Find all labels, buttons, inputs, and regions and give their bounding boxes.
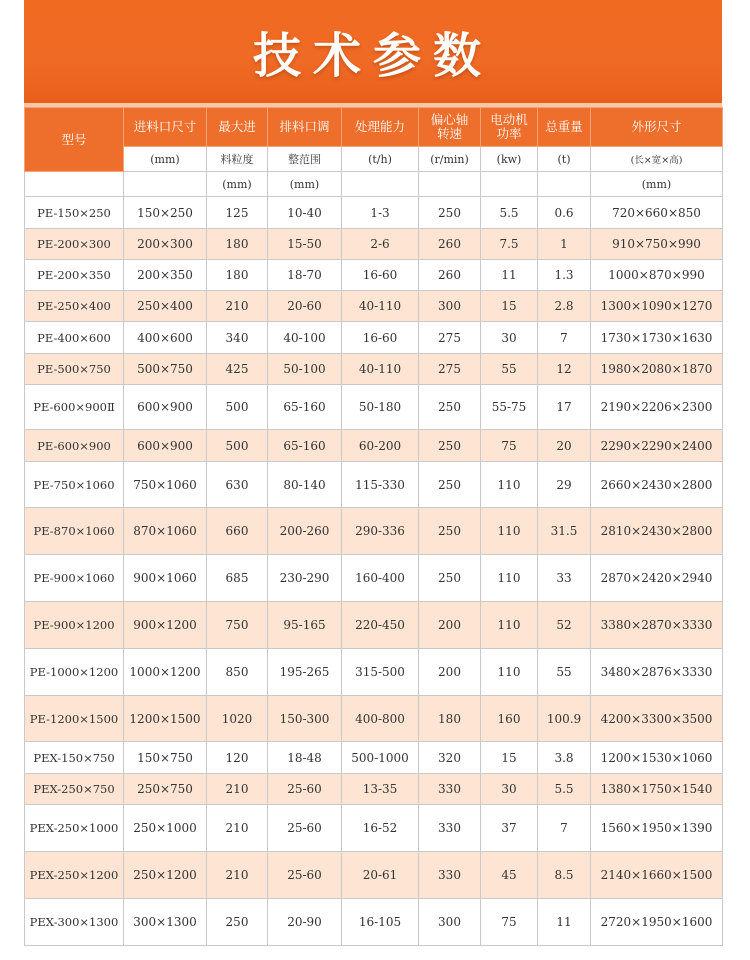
cell-power: 11 (481, 260, 538, 291)
cell-speed: 250 (419, 462, 481, 508)
cell-discharge: 25-60 (268, 774, 342, 805)
cell-model: PE-600×900Ⅱ (25, 385, 124, 430)
cell-speed: 180 (419, 696, 481, 742)
cell-speed: 250 (419, 430, 481, 462)
cell-capacity: 500-1000 (342, 742, 419, 774)
cell-discharge: 65-160 (268, 430, 342, 462)
cell-dims: 2720×1950×1600 (591, 899, 723, 946)
cell-power: 75 (481, 430, 538, 462)
cell-max-feed: 340 (207, 322, 268, 354)
cell-model: PE-870×1060 (25, 508, 124, 555)
cell-dims: 2810×2430×2800 (591, 508, 723, 555)
header-feed-opening: 进料口尺寸 (124, 108, 207, 147)
cell-power: 55-75 (481, 385, 538, 430)
cell-dims: 1000×870×990 (591, 260, 723, 291)
cell-power: 5.5 (481, 197, 538, 229)
cell-discharge: 230-290 (268, 555, 342, 602)
cell-model: PEX-300×1300 (25, 899, 124, 946)
cell-discharge: 20-60 (268, 291, 342, 322)
unit-dimensions: (mm) (591, 172, 723, 197)
cell-max-feed: 125 (207, 197, 268, 229)
header-dimensions: 外形尺寸 (591, 108, 723, 147)
cell-weight: 11 (538, 899, 591, 946)
cell-feed: 900×1200 (124, 602, 207, 649)
cell-speed: 260 (419, 229, 481, 260)
cell-speed: 250 (419, 555, 481, 602)
cell-speed: 320 (419, 742, 481, 774)
spec-table (24, 107, 723, 946)
unit-blank-feed (124, 172, 207, 197)
cell-weight: 8.5 (538, 852, 591, 899)
header-capacity: 处理能力 (342, 108, 419, 147)
cell-capacity: 50-180 (342, 385, 419, 430)
cell-feed: 900×1060 (124, 555, 207, 602)
cell-power: 110 (481, 602, 538, 649)
cell-model: PE-200×300 (25, 229, 124, 260)
cell-dims: 1300×1090×1270 (591, 291, 723, 322)
cell-discharge: 200-260 (268, 508, 342, 555)
cell-weight: 20 (538, 430, 591, 462)
table-row (25, 602, 723, 649)
cell-max-feed: 180 (207, 260, 268, 291)
cell-weight: 31.5 (538, 508, 591, 555)
cell-weight: 17 (538, 385, 591, 430)
cell-dims: 4200×3300×3500 (591, 696, 723, 742)
cell-max-feed: 750 (207, 602, 268, 649)
cell-speed: 300 (419, 291, 481, 322)
cell-model: PE-900×1060 (25, 555, 124, 602)
cell-weight: 0.6 (538, 197, 591, 229)
cell-model: PE-250×400 (25, 291, 124, 322)
cell-model: PEX-250×1000 (25, 805, 124, 852)
header-discharge: 排料口调 (268, 108, 342, 147)
cell-power: 160 (481, 696, 538, 742)
cell-model: PE-600×900 (25, 430, 124, 462)
cell-feed: 870×1060 (124, 508, 207, 555)
cell-max-feed: 210 (207, 805, 268, 852)
cell-discharge: 18-70 (268, 260, 342, 291)
table-row (25, 291, 723, 322)
cell-dims: 2290×2290×2400 (591, 430, 723, 462)
cell-capacity: 400-800 (342, 696, 419, 742)
cell-dims: 3480×2876×3330 (591, 649, 723, 696)
cell-max-feed: 685 (207, 555, 268, 602)
cell-weight: 55 (538, 649, 591, 696)
cell-discharge: 25-60 (268, 852, 342, 899)
cell-capacity: 220-450 (342, 602, 419, 649)
header-motor-line1: 电动机 (490, 112, 528, 127)
cell-speed: 330 (419, 774, 481, 805)
cell-discharge: 25-60 (268, 805, 342, 852)
cell-dims: 2190×2206×2300 (591, 385, 723, 430)
cell-max-feed: 425 (207, 354, 268, 385)
cell-feed: 600×900 (124, 385, 207, 430)
title-banner (24, 0, 722, 103)
unit-blank-model (25, 172, 124, 197)
cell-weight: 52 (538, 602, 591, 649)
cell-model: PEX-250×750 (25, 774, 124, 805)
cell-capacity: 16-60 (342, 260, 419, 291)
cell-speed: 250 (419, 385, 481, 430)
cell-power: 110 (481, 508, 538, 555)
cell-discharge: 80-140 (268, 462, 342, 508)
table-row (25, 852, 723, 899)
cell-dims: 1730×1730×1630 (591, 322, 723, 354)
cell-feed: 500×750 (124, 354, 207, 385)
cell-max-feed: 210 (207, 774, 268, 805)
cell-feed: 1200×1500 (124, 696, 207, 742)
spec-table-container (24, 107, 722, 952)
cell-capacity: 1-3 (342, 197, 419, 229)
cell-capacity: 40-110 (342, 354, 419, 385)
cell-model: PE-150×250 (25, 197, 124, 229)
cell-discharge: 15-50 (268, 229, 342, 260)
cell-feed: 300×1300 (124, 899, 207, 946)
cell-power: 45 (481, 852, 538, 899)
cell-feed: 150×750 (124, 742, 207, 774)
cell-max-feed: 120 (207, 742, 268, 774)
header-eccentric-line1: 偏心轴 (430, 112, 469, 127)
cell-dims: 2660×2430×2800 (591, 462, 723, 508)
cell-feed: 250×400 (124, 291, 207, 322)
cell-power: 7.5 (481, 229, 538, 260)
cell-max-feed: 850 (207, 649, 268, 696)
cell-capacity: 40-110 (342, 291, 419, 322)
unit-weight: (t) (538, 147, 591, 172)
cell-power: 37 (481, 805, 538, 852)
table-row (25, 385, 723, 430)
unit-blank-capacity (342, 172, 419, 197)
header-eccentric-line2: 转速 (436, 126, 462, 141)
cell-dims: 1980×2080×1870 (591, 354, 723, 385)
cell-dims: 1200×1530×1060 (591, 742, 723, 774)
cell-discharge: 20-90 (268, 899, 342, 946)
cell-power: 110 (481, 649, 538, 696)
cell-capacity: 16-105 (342, 899, 419, 946)
table-row (25, 430, 723, 462)
cell-speed: 250 (419, 197, 481, 229)
table-row (25, 508, 723, 555)
cell-power: 110 (481, 462, 538, 508)
cell-feed: 200×350 (124, 260, 207, 291)
unit-blank-speed (419, 172, 481, 197)
table-row (25, 805, 723, 852)
cell-discharge: 150-300 (268, 696, 342, 742)
header-discharge-line2: 整范围 (268, 147, 342, 172)
cell-discharge: 18-48 (268, 742, 342, 774)
cell-dims: 1560×1950×1390 (591, 805, 723, 852)
unit-capacity: (t/h) (342, 147, 419, 172)
cell-weight: 1.3 (538, 260, 591, 291)
cell-weight: 1 (538, 229, 591, 260)
cell-model: PE-1200×1500 (25, 696, 124, 742)
unit-blank-weight (538, 172, 591, 197)
cell-power: 15 (481, 291, 538, 322)
unit-speed: (r/min) (419, 147, 481, 172)
table-row (25, 696, 723, 742)
cell-weight: 3.8 (538, 742, 591, 774)
cell-capacity: 60-200 (342, 430, 419, 462)
table-row (25, 555, 723, 602)
cell-feed: 400×600 (124, 322, 207, 354)
header-motor-power (481, 108, 538, 147)
cell-model: PE-900×1200 (25, 602, 124, 649)
cell-speed: 250 (419, 508, 481, 555)
cell-capacity: 20-61 (342, 852, 419, 899)
page-title: 技术参数 (252, 28, 493, 84)
cell-discharge: 40-100 (268, 322, 342, 354)
cell-max-feed: 180 (207, 229, 268, 260)
cell-max-feed: 250 (207, 899, 268, 946)
unit-discharge: (mm) (268, 172, 342, 197)
cell-power: 110 (481, 555, 538, 602)
cell-speed: 300 (419, 899, 481, 946)
cell-dims: 3380×2870×3330 (591, 602, 723, 649)
cell-power: 30 (481, 322, 538, 354)
table-row (25, 260, 723, 291)
cell-power: 15 (481, 742, 538, 774)
cell-model: PE-400×600 (25, 322, 124, 354)
header-max-feed-line2: 料粒度 (207, 147, 268, 172)
cell-discharge: 50-100 (268, 354, 342, 385)
header-model: 型号 (25, 108, 124, 172)
cell-max-feed: 210 (207, 291, 268, 322)
cell-dims: 910×750×990 (591, 229, 723, 260)
table-row (25, 899, 723, 946)
cell-power: 30 (481, 774, 538, 805)
cell-max-feed: 500 (207, 430, 268, 462)
cell-speed: 275 (419, 322, 481, 354)
cell-max-feed: 1020 (207, 696, 268, 742)
cell-dims: 2870×2420×2940 (591, 555, 723, 602)
cell-weight: 33 (538, 555, 591, 602)
unit-feed: (mm) (124, 147, 207, 172)
cell-capacity: 115-330 (342, 462, 419, 508)
unit-blank-power (481, 172, 538, 197)
cell-dims: 2140×1660×1500 (591, 852, 723, 899)
table-row (25, 322, 723, 354)
cell-capacity: 290-336 (342, 508, 419, 555)
cell-weight: 5.5 (538, 774, 591, 805)
cell-capacity: 16-52 (342, 805, 419, 852)
cell-power: 55 (481, 354, 538, 385)
table-row (25, 742, 723, 774)
cell-capacity: 16-60 (342, 322, 419, 354)
cell-dims: 1380×1750×1540 (591, 774, 723, 805)
cell-feed: 750×1060 (124, 462, 207, 508)
cell-max-feed: 660 (207, 508, 268, 555)
cell-speed: 200 (419, 649, 481, 696)
table-row (25, 197, 723, 229)
header-weight: 总重量 (538, 108, 591, 147)
header-motor-line2: 功率 (496, 126, 522, 141)
table-row (25, 774, 723, 805)
cell-capacity: 2-6 (342, 229, 419, 260)
unit-dimensions-desc: (长×宽×高) (591, 147, 723, 172)
cell-speed: 200 (419, 602, 481, 649)
cell-discharge: 195-265 (268, 649, 342, 696)
cell-capacity: 315-500 (342, 649, 419, 696)
cell-feed: 150×250 (124, 197, 207, 229)
cell-feed: 600×900 (124, 430, 207, 462)
cell-weight: 29 (538, 462, 591, 508)
cell-max-feed: 630 (207, 462, 268, 508)
cell-weight: 7 (538, 805, 591, 852)
cell-feed: 200×300 (124, 229, 207, 260)
cell-model: PEX-250×1200 (25, 852, 124, 899)
cell-discharge: 95-165 (268, 602, 342, 649)
cell-feed: 250×750 (124, 774, 207, 805)
cell-speed: 275 (419, 354, 481, 385)
cell-max-feed: 210 (207, 852, 268, 899)
unit-power: (kw) (481, 147, 538, 172)
cell-feed: 250×1000 (124, 805, 207, 852)
cell-model: PE-1000×1200 (25, 649, 124, 696)
cell-speed: 260 (419, 260, 481, 291)
cell-capacity: 13-35 (342, 774, 419, 805)
cell-power: 75 (481, 899, 538, 946)
unit-max-feed: (mm) (207, 172, 268, 197)
header-eccentric-speed (419, 108, 481, 147)
cell-feed: 250×1200 (124, 852, 207, 899)
cell-model: PEX-150×750 (25, 742, 124, 774)
cell-model: PE-750×1060 (25, 462, 124, 508)
cell-speed: 330 (419, 805, 481, 852)
table-row (25, 229, 723, 260)
header-max-feed: 最大进 (207, 108, 268, 147)
cell-weight: 7 (538, 322, 591, 354)
table-row (25, 462, 723, 508)
cell-weight: 2.8 (538, 291, 591, 322)
cell-dims: 720×660×850 (591, 197, 723, 229)
cell-max-feed: 500 (207, 385, 268, 430)
table-row (25, 649, 723, 696)
cell-discharge: 10-40 (268, 197, 342, 229)
cell-capacity: 160-400 (342, 555, 419, 602)
cell-speed: 330 (419, 852, 481, 899)
cell-feed: 1000×1200 (124, 649, 207, 696)
table-row (25, 354, 723, 385)
cell-weight: 12 (538, 354, 591, 385)
cell-model: PE-200×350 (25, 260, 124, 291)
cell-discharge: 65-160 (268, 385, 342, 430)
cell-weight: 100.9 (538, 696, 591, 742)
cell-model: PE-500×750 (25, 354, 124, 385)
